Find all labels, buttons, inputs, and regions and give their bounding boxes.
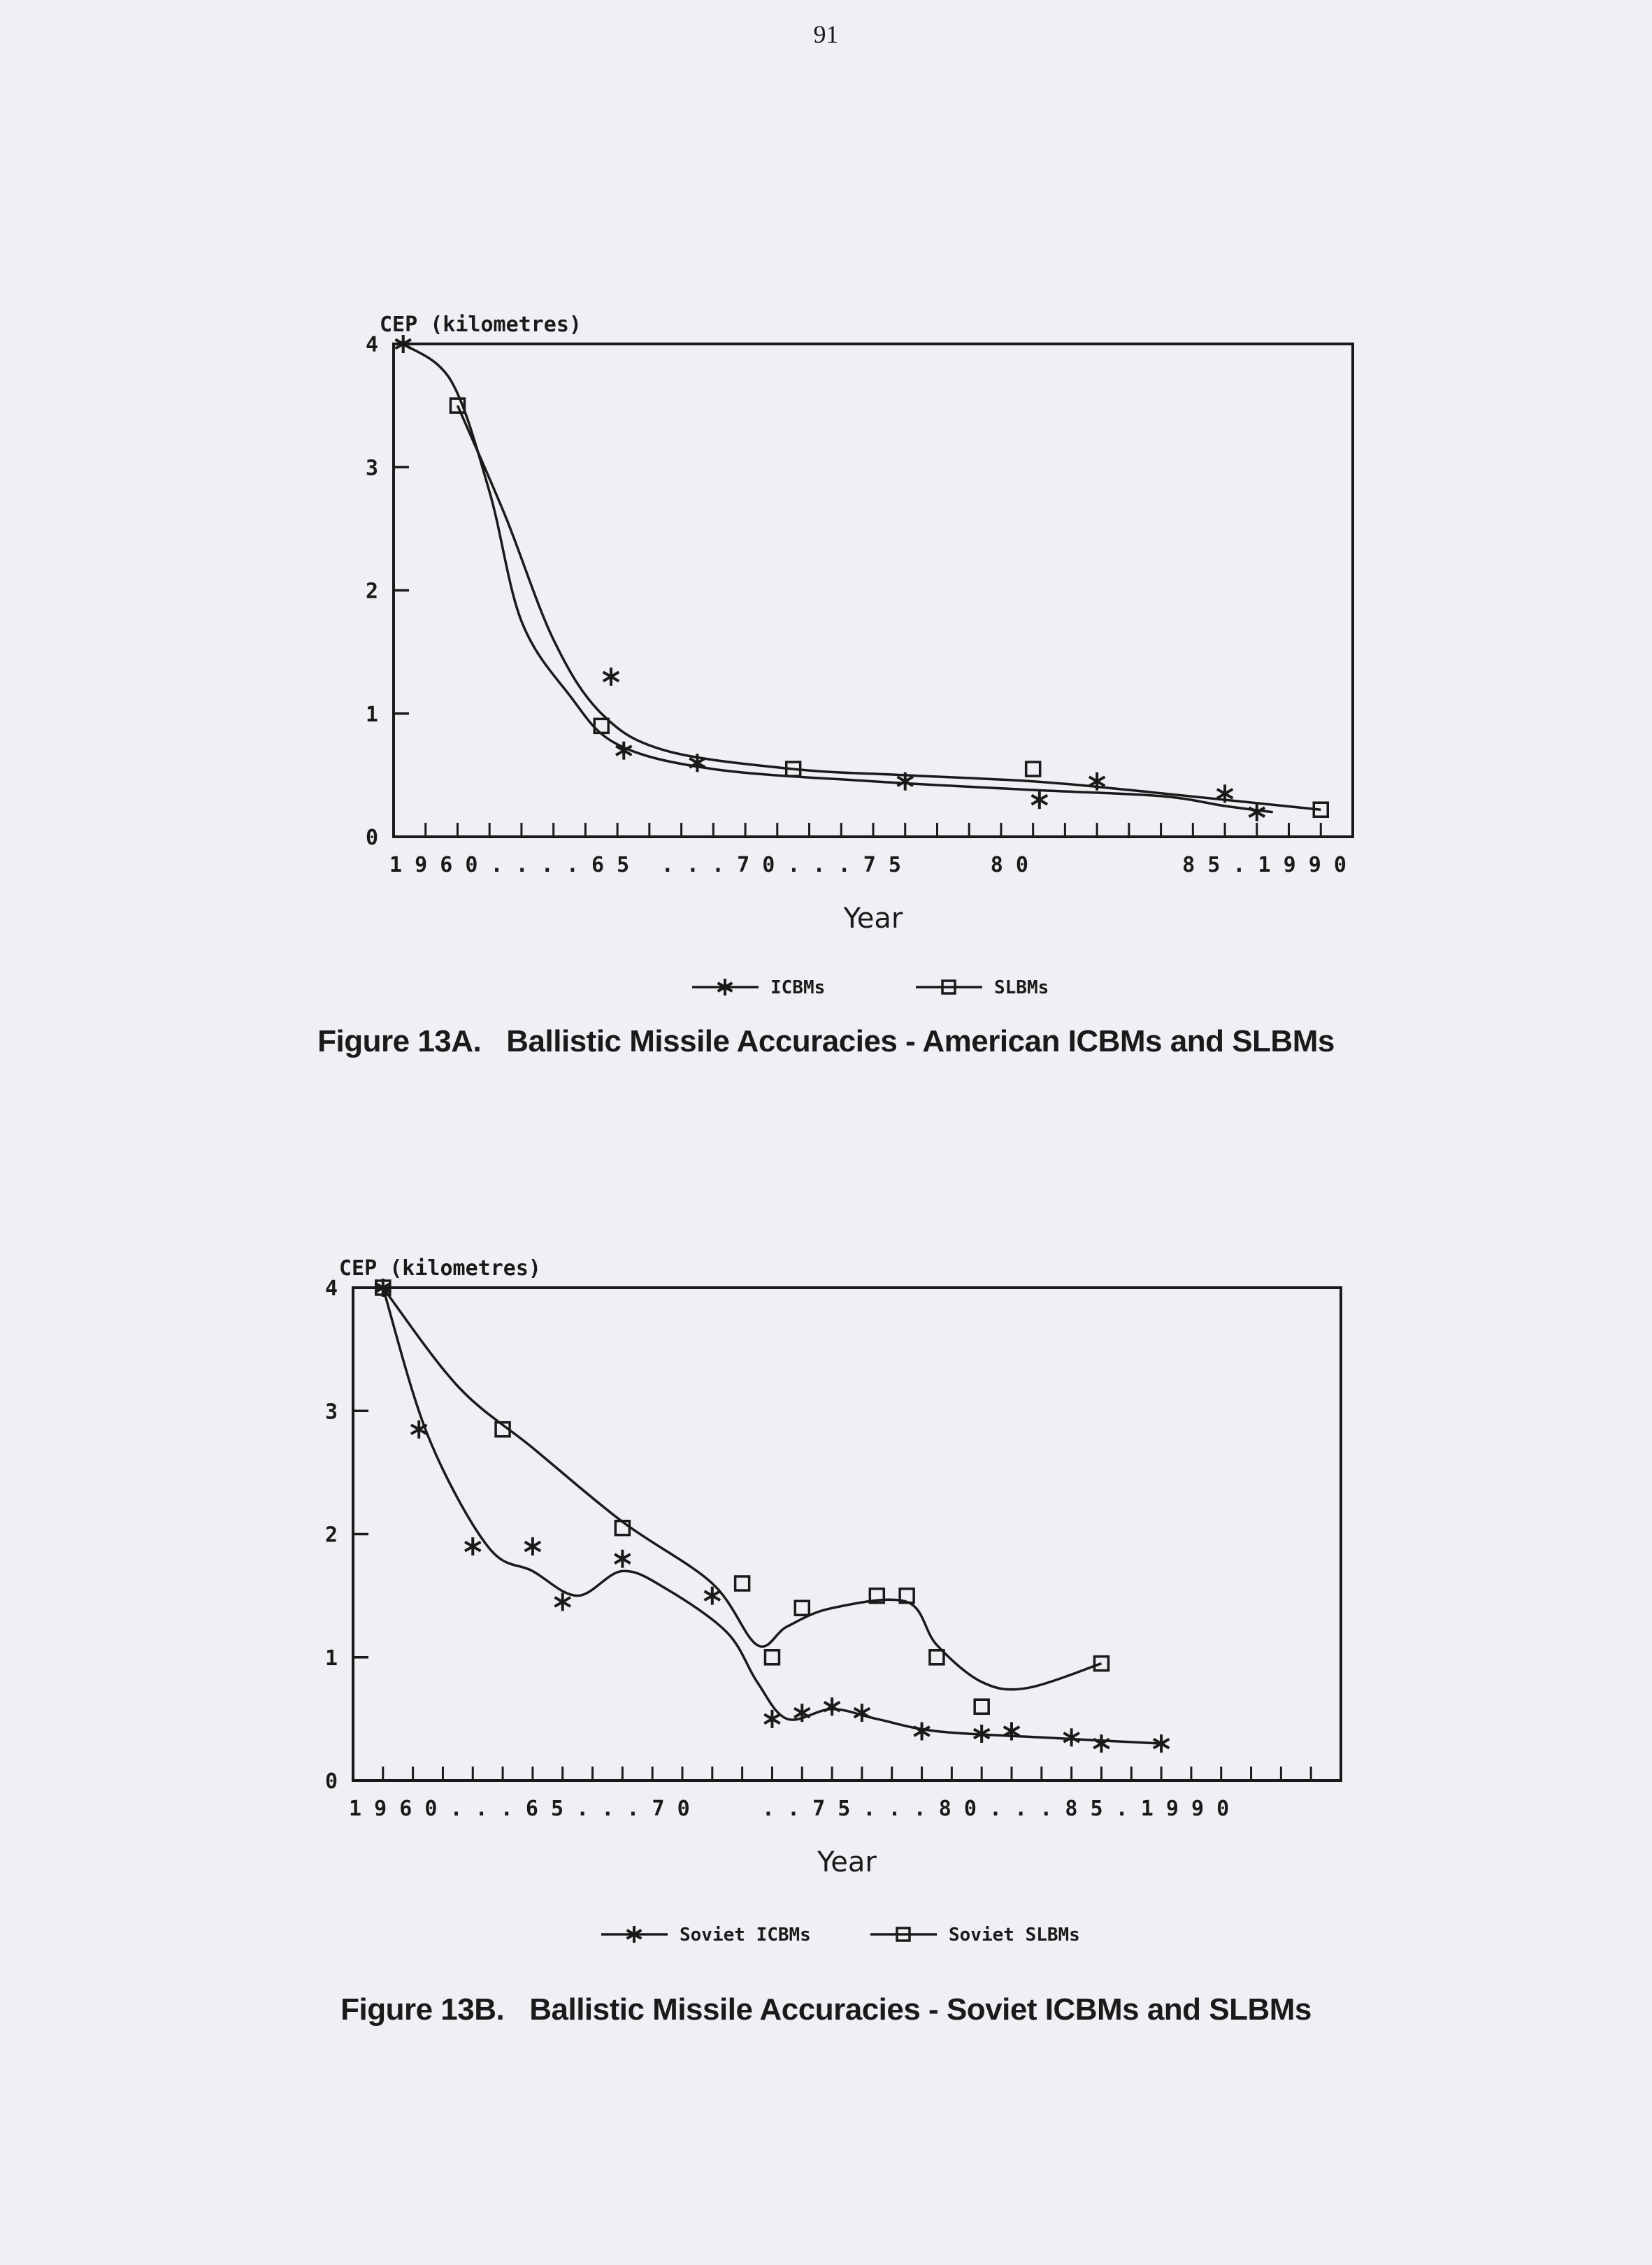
data-point (1032, 791, 1048, 809)
page-number: 91 (813, 20, 839, 48)
legend-item (870, 1925, 1080, 1946)
data-point (795, 1601, 809, 1615)
series-slbm (376, 1281, 1109, 1713)
data-point (930, 1651, 944, 1664)
plot-frame (394, 344, 1353, 837)
data-point (824, 1697, 840, 1716)
y-axis-label: CEP (kilometres) (339, 1256, 541, 1281)
plot-frame (353, 1288, 1341, 1781)
x-tick-label: 8 0 (990, 853, 1028, 877)
data-point (525, 1537, 541, 1555)
y-tick-label: 1 (324, 1646, 338, 1671)
x-tick-label: . . . 7 0 . . . 7 5 (661, 853, 901, 877)
x-tick-label: 8 5 . 1 9 9 0 (1182, 853, 1346, 877)
y-tick-label: 1 (365, 702, 378, 727)
data-point (465, 1537, 481, 1555)
data-point (975, 1699, 989, 1713)
figure-13b-title: Ballistic Missile Accuracies - Soviet ICBMs and SLBMs (529, 1992, 1312, 2027)
legend-item (601, 1925, 811, 1946)
y-tick-label: 4 (365, 333, 378, 357)
legend (601, 1925, 1080, 1946)
chart-us-missile-accuracy (0, 308, 1652, 1042)
y-tick-label: 2 (365, 579, 378, 604)
figure-13a-label: Figure 13A. (317, 1024, 482, 1058)
y-tick-label: 3 (324, 1400, 338, 1425)
y-tick-label: 3 (365, 456, 378, 481)
data-point (765, 1651, 779, 1664)
figure-13b-caption (0, 1992, 1652, 2027)
legend-label: SLBMs (994, 977, 1049, 998)
y-tick-label: 0 (365, 826, 378, 850)
y-tick-label: 4 (324, 1277, 338, 1301)
y-tick-label: 2 (324, 1523, 338, 1548)
series-icbm (395, 335, 1272, 821)
y-axis-label: CEP (kilometres) (380, 312, 582, 337)
series-line (383, 1288, 1161, 1743)
data-point (1249, 803, 1265, 821)
data-point (735, 1576, 749, 1590)
legend-label: ICBMs (770, 977, 826, 998)
x-axis-label: Year (843, 903, 903, 935)
series-line (458, 405, 1321, 810)
data-point (1063, 1728, 1079, 1746)
data-point (1026, 762, 1040, 776)
legend (692, 977, 1049, 998)
legend-label: Soviet SLBMs (949, 1925, 1080, 1946)
y-tick-label: 0 (324, 1769, 338, 1794)
figure-13b-label: Figure 13B. (340, 1992, 505, 2027)
data-point (603, 668, 619, 686)
legend-item (916, 977, 1049, 998)
series-slbm (450, 398, 1328, 817)
figure-13a-title: Ballistic Missile Accuracies - American ICBMs and SLBMs (506, 1024, 1335, 1058)
legend-label: Soviet ICBMs (680, 1925, 811, 1946)
data-point (1004, 1723, 1020, 1741)
series-line (383, 1288, 1102, 1690)
x-tick-label: . . 7 5 . . . 8 0 . . . 8 5 . 1 9 9 0 (761, 1797, 1230, 1821)
series-line (403, 344, 1273, 812)
data-point (1093, 1734, 1109, 1753)
x-tick-label: 1 9 6 0 . . . 6 5 . . . 7 0 (349, 1797, 690, 1821)
data-point (914, 1723, 930, 1741)
x-tick-label: 1 9 6 0 . . . . 6 5 (389, 853, 630, 877)
figure-13a-caption (0, 1024, 1652, 1059)
data-point (615, 1550, 631, 1568)
data-point (554, 1592, 570, 1611)
x-axis-label: Year (817, 1846, 877, 1878)
legend-item (692, 977, 825, 998)
chart-soviet-missile-accuracy (0, 1251, 1652, 1950)
